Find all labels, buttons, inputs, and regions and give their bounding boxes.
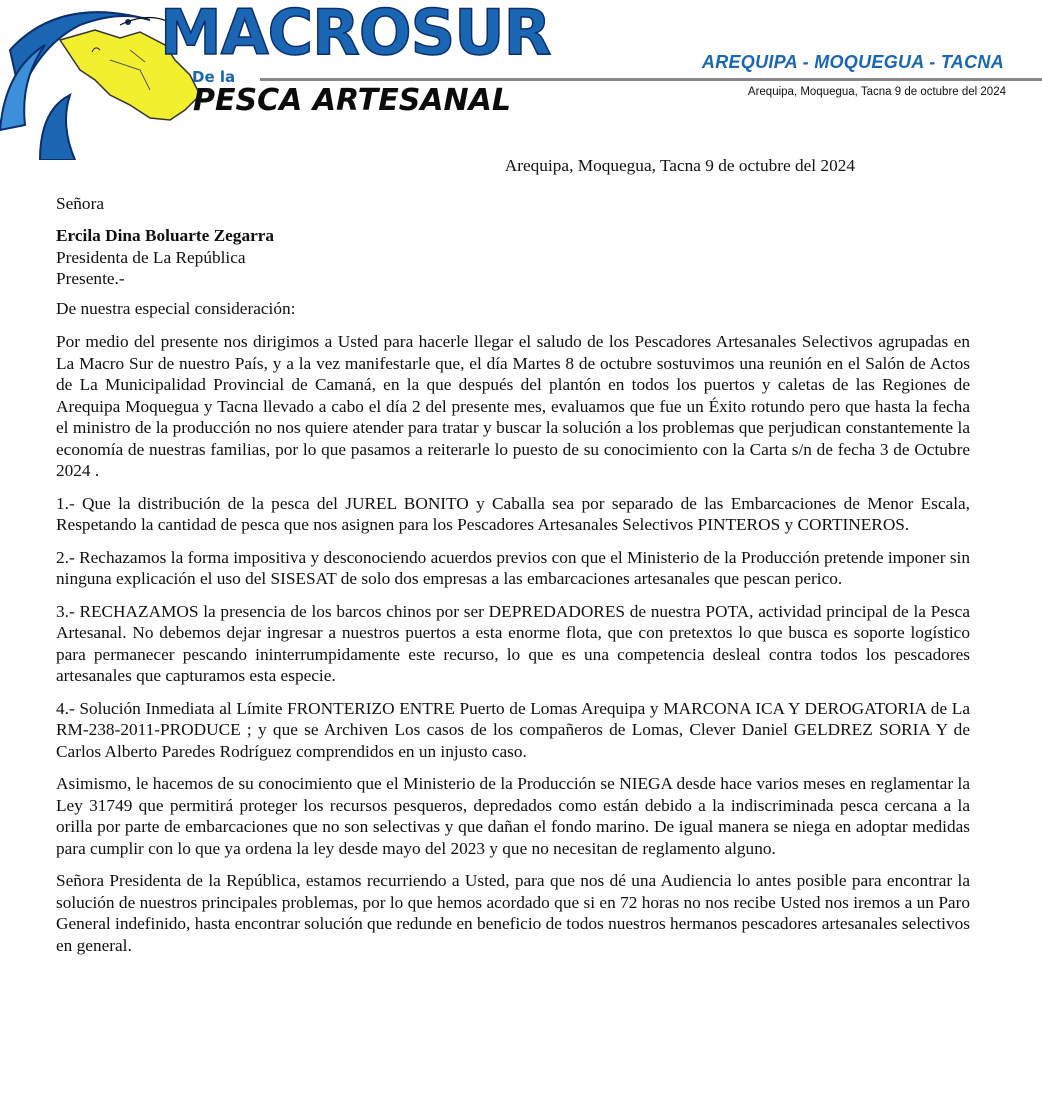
brand-name: MACROSUR [160,0,551,69]
point-3: 3.- RECHAZAMOS la presencia de los barcos chinos por ser DEPREDADORES de nuestra POTA, actividad principal de la Pesca Artesanal. No debemos dejar ingresar a nuestros puertos a esta enorme flota, que con pretextos lo que busca es soporte logístico para permanecer pescando ininterrumpidamente este recurso, lo que es una competencia desleal contra todos los pescadores artesanales que capturamos esta especie. [56,601,970,685]
intro-paragraph: Por medio del presente nos dirigimos a Usted para hacerle llegar el saludo de los Pescadores Artesanales Selectivos agrupadas en La Macro Sur de nuestro País, y a la vez manifestarle que, el día Martes 8 de octubre sostuvimos una reunión en el Salón de Actos de La Municipalidad Provincial de Camaná, en la que después del plantón en todos los puertos y caletas de las Regiones de Arequipa Moquegua y Tacna llevado a cabo el día 2 del presente mes, evaluamos que fue un Éxito rotundo pero que hasta la fecha el ministro de la producción no nos quiere atender para tratar y buscar la solución a los problemas que perjudican constantemente la economía de nuestras familias, por lo que pasamos a reiterarle lo puesto de su conocimiento con la Carta s/n de fecha 3 de Octubre 2024 . [56,332,970,480]
letterhead [0,0,1042,160]
brand-subtitle: PESCA ARTESANAL [193,83,511,118]
asimismo-paragraph: Asimismo, le hacemos de su conocimiento que el Ministerio de la Producción se NIEGA desde hace varios meses en reglamentar la Ley 31749 que permitirá proteger los recursos pesqueros, depredados como están debido a la indiscriminada pesca cercana a la orilla por parte de embarcaciones que no son selectivas y que dañan el fondo marino. De igual manera se niega en adoptar medidas para cumplir con lo que ya ordena la ley desde mayo del 2023 y que no necesitan de reglamento alguno. [56,774,970,858]
presente: Presente.- [56,269,125,288]
brand-prefix: De la [192,68,236,86]
letter-body [56,150,970,967]
point-1: 1.- Que la distribución de la pesca del JUREL BONITO y Caballa sea por separado de las Embarcaciones de Menor Escala, Respetando la cantidad de pesca que nos asignen para los Pescadores Artesanales Selectivos PINTEROS y CORTINEROS. [56,493,970,534]
regions-label: AREQUIPA - MOQUEGUA - TACNA [701,52,1004,72]
header-date: Arequipa, Moquegua, Tacna 9 de octubre del 2024 [747,86,1006,98]
letter-date: Arequipa, Moquegua, Tacna 9 de octubre del 2024 [504,156,855,175]
closing-paragraph: Señora Presidenta de la República, estamos recurriendo a Usted, para que nos dé una Audiencia lo antes posible para encontrar la solución de nuestros principales problemas, por lo que hemos acordado que si en 72 horas no nos recibe Usted nos iremos a un Paro General indefinido, hasta encontrar solución que redunde en beneficio de todos nuestros hermanos pescadores artesanales selectivos en general. [56,871,970,955]
header-rule [260,78,1042,81]
point-2: 2.- Rechazamos la forma impositiva y desconociendo acuerdos previos con que el Ministerio de la Producción pretende imponer sin ninguna explicación el uso del SISESAT de solo dos empresas a las embarcaciones artesanales que pescan perico. [56,547,970,588]
greeting: De nuestra especial consideración: [56,298,296,318]
recipient-title: Presidenta de La República [56,247,246,267]
salutation: Señora [56,193,104,213]
point-4: 4.- Solución Inmediata al Límite FRONTERIZO ENTRE Puerto de Lomas Arequipa y MARCONA ICA Y DEROGATORIA de La RM-238-2011-PRODUCE ; y que se Archiven Los casos de los compañeros de Lomas, Clever Daniel GELDREZ SORIA Y de Carlos Alberto Paredes Rodríguez comprendidos en un injusto caso. [56,698,970,761]
recipient-name: Ercila Dina Boluarte Zegarra [56,226,275,245]
